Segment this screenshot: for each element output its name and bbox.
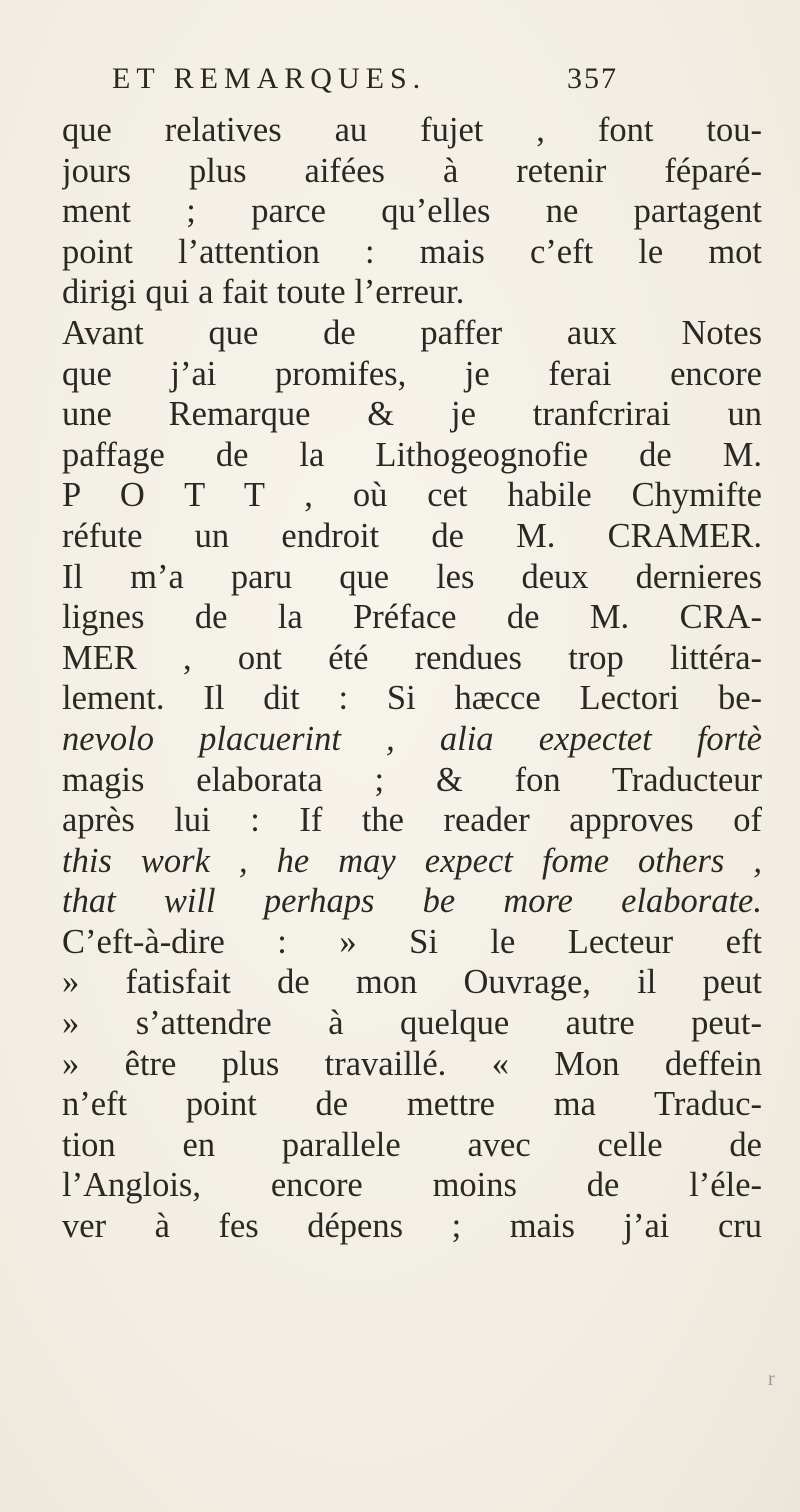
body-text <box>62 110 762 1247</box>
text-line: ver à fes dépens ; mais j’ai cru <box>62 1207 762 1246</box>
text-line: this work , he may expect fome others , <box>62 841 762 880</box>
page-number: 357 <box>567 62 618 95</box>
text-line: point l’attention : mais c’eft le mot <box>62 232 762 271</box>
running-title: ET REMARQUES. <box>112 62 427 95</box>
text-line: que relatives au fujet , font tou- <box>62 111 762 149</box>
text-line: une Remarque & je tranfcrirai un <box>62 395 762 434</box>
margin-mark: r <box>768 1368 775 1390</box>
text-line: » fatisfait de mon Ouvrage, il peut <box>62 963 762 1002</box>
text-line: jours plus aifées à retenir féparé- <box>62 151 762 190</box>
text-line: ment ; parce qu’elles ne partagent <box>62 192 762 231</box>
text-line: » être plus travaillé. « Mon deffein <box>62 1044 762 1083</box>
text-line: Il m’a paru que les deux dernieres <box>62 557 762 596</box>
text-line: n’eft point de mettre ma Traduc- <box>62 1085 762 1124</box>
text-line: magis elaborata ; & fon Traducteur <box>62 760 762 799</box>
text-line: that will perhaps be more elaborate. <box>62 882 762 921</box>
text-line: l’Anglois, encore moins de l’éle- <box>62 1166 762 1205</box>
text-line: après lui : If the reader approves of <box>62 801 762 840</box>
text-line: réfute un endroit de M. CRAMER. <box>62 516 762 555</box>
text-line: P O T T , où cet habile Chymifte <box>62 476 762 515</box>
text-line: » s’attendre à quelque autre peut- <box>62 1004 762 1043</box>
text-line: Avant que de paffer aux Notes <box>62 313 762 352</box>
text-line: MER , ont été rendues trop littéra- <box>62 638 762 677</box>
text-line: nevolo placuerint , alia expectet fortè <box>62 719 762 758</box>
text-line: paffage de la Lithogeognofie de M. <box>62 435 762 474</box>
text-line: lement. Il dit : Si hæcce Lectori be- <box>62 679 762 718</box>
text-line: dirigi qui a fait toute l’erreur. <box>62 273 465 312</box>
running-header <box>112 62 632 96</box>
text-line: lignes de la Préface de M. CRA- <box>62 598 762 637</box>
text-line: tion en parallele avec celle de <box>62 1125 762 1164</box>
text-line: que j’ai promifes, je ferai encore <box>62 354 762 393</box>
text-line: C’eft-à-dire : » Si le Lecteur eft <box>62 922 762 961</box>
